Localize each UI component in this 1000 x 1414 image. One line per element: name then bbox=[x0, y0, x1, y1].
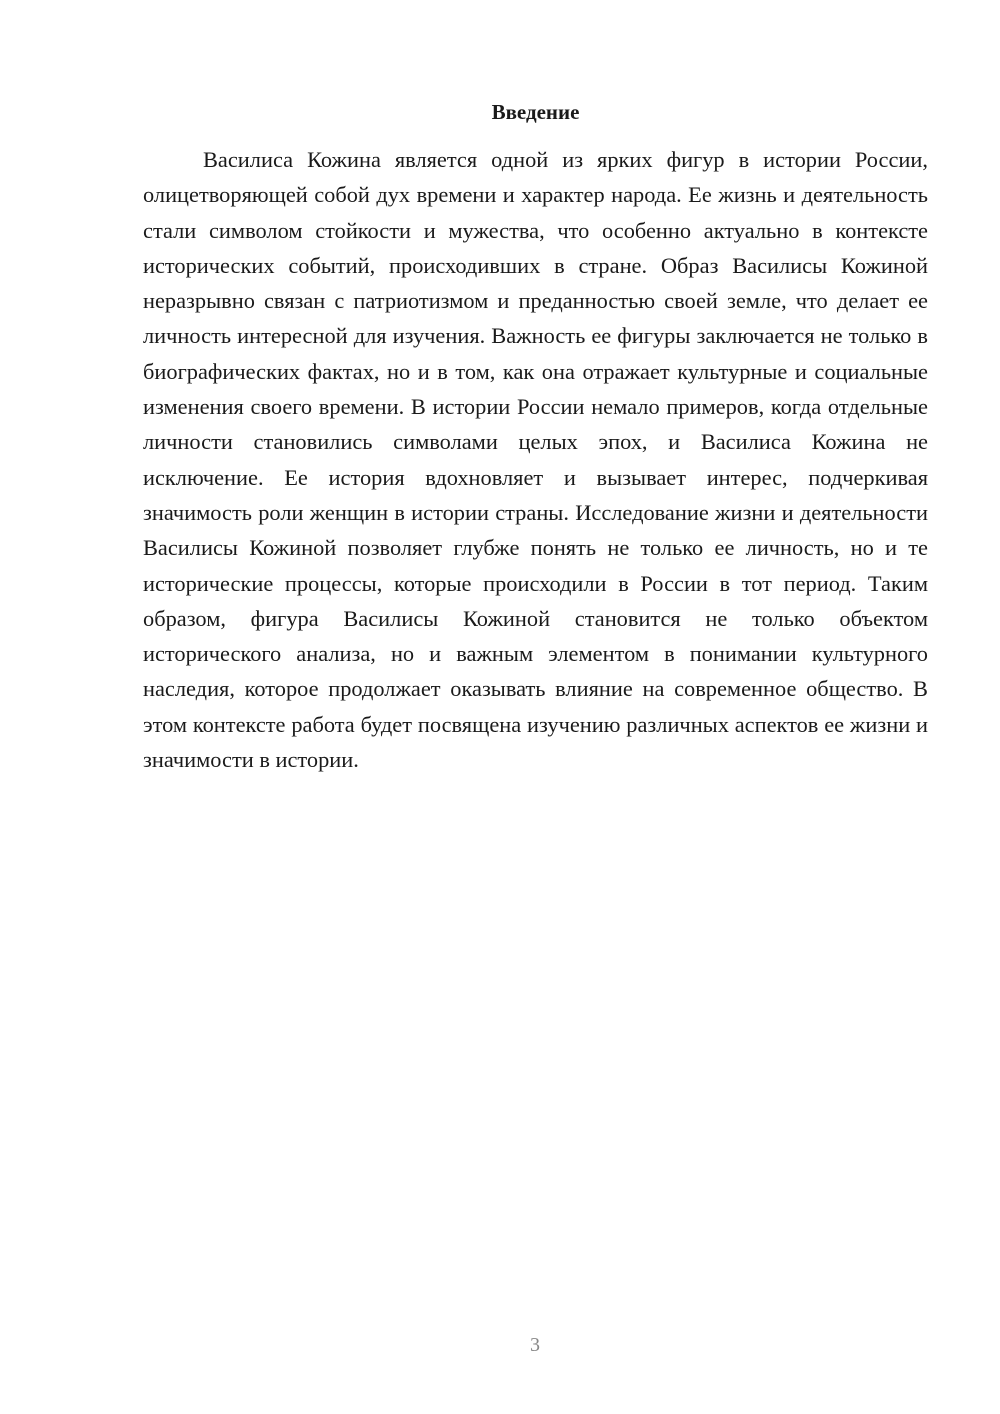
section-heading: Введение bbox=[491, 100, 580, 124]
body-paragraph: Василиса Кожина является одной из ярких фигур в истории России, олицетворяющей собой дух времени и характер народа. Ее жизнь и деятельность стали символом стойкости и мужества, что особенно актуально в контексте исторических событий, происходивших в стране. Образ Василисы Кожиной неразрывно связан с патриотизмом и преданностью своей земле, что делает ее личность интересной для изучения. Важность ее фигуры заключается не только в биографических фактах, но и в том, как она отражает культурные и социальные изменения своего времени. В истории России немало примеров, когда отдельные личности становились символами целых эпох, и Василиса Кожина не исключение. Ее история вдохновляет и вызывает интерес, подчеркивая значимость роли женщин в истории страны. Исследование жизни и деятельности Василисы Кожиной позволяет глубже понять не только ее личность, но и те исторические процессы, которые происходили в России в тот период. Таким образом, фигура Василисы Кожиной становится не только объектом исторического анализа, но и важным элементом в понимании культурного наследия, которое продолжает оказывать влияние на современное общество. В этом контексте работа будет посвящена изучению различных аспектов ее жизни и значимости в истории. bbox=[143, 147, 928, 773]
page-number: 3 bbox=[530, 1334, 540, 1356]
